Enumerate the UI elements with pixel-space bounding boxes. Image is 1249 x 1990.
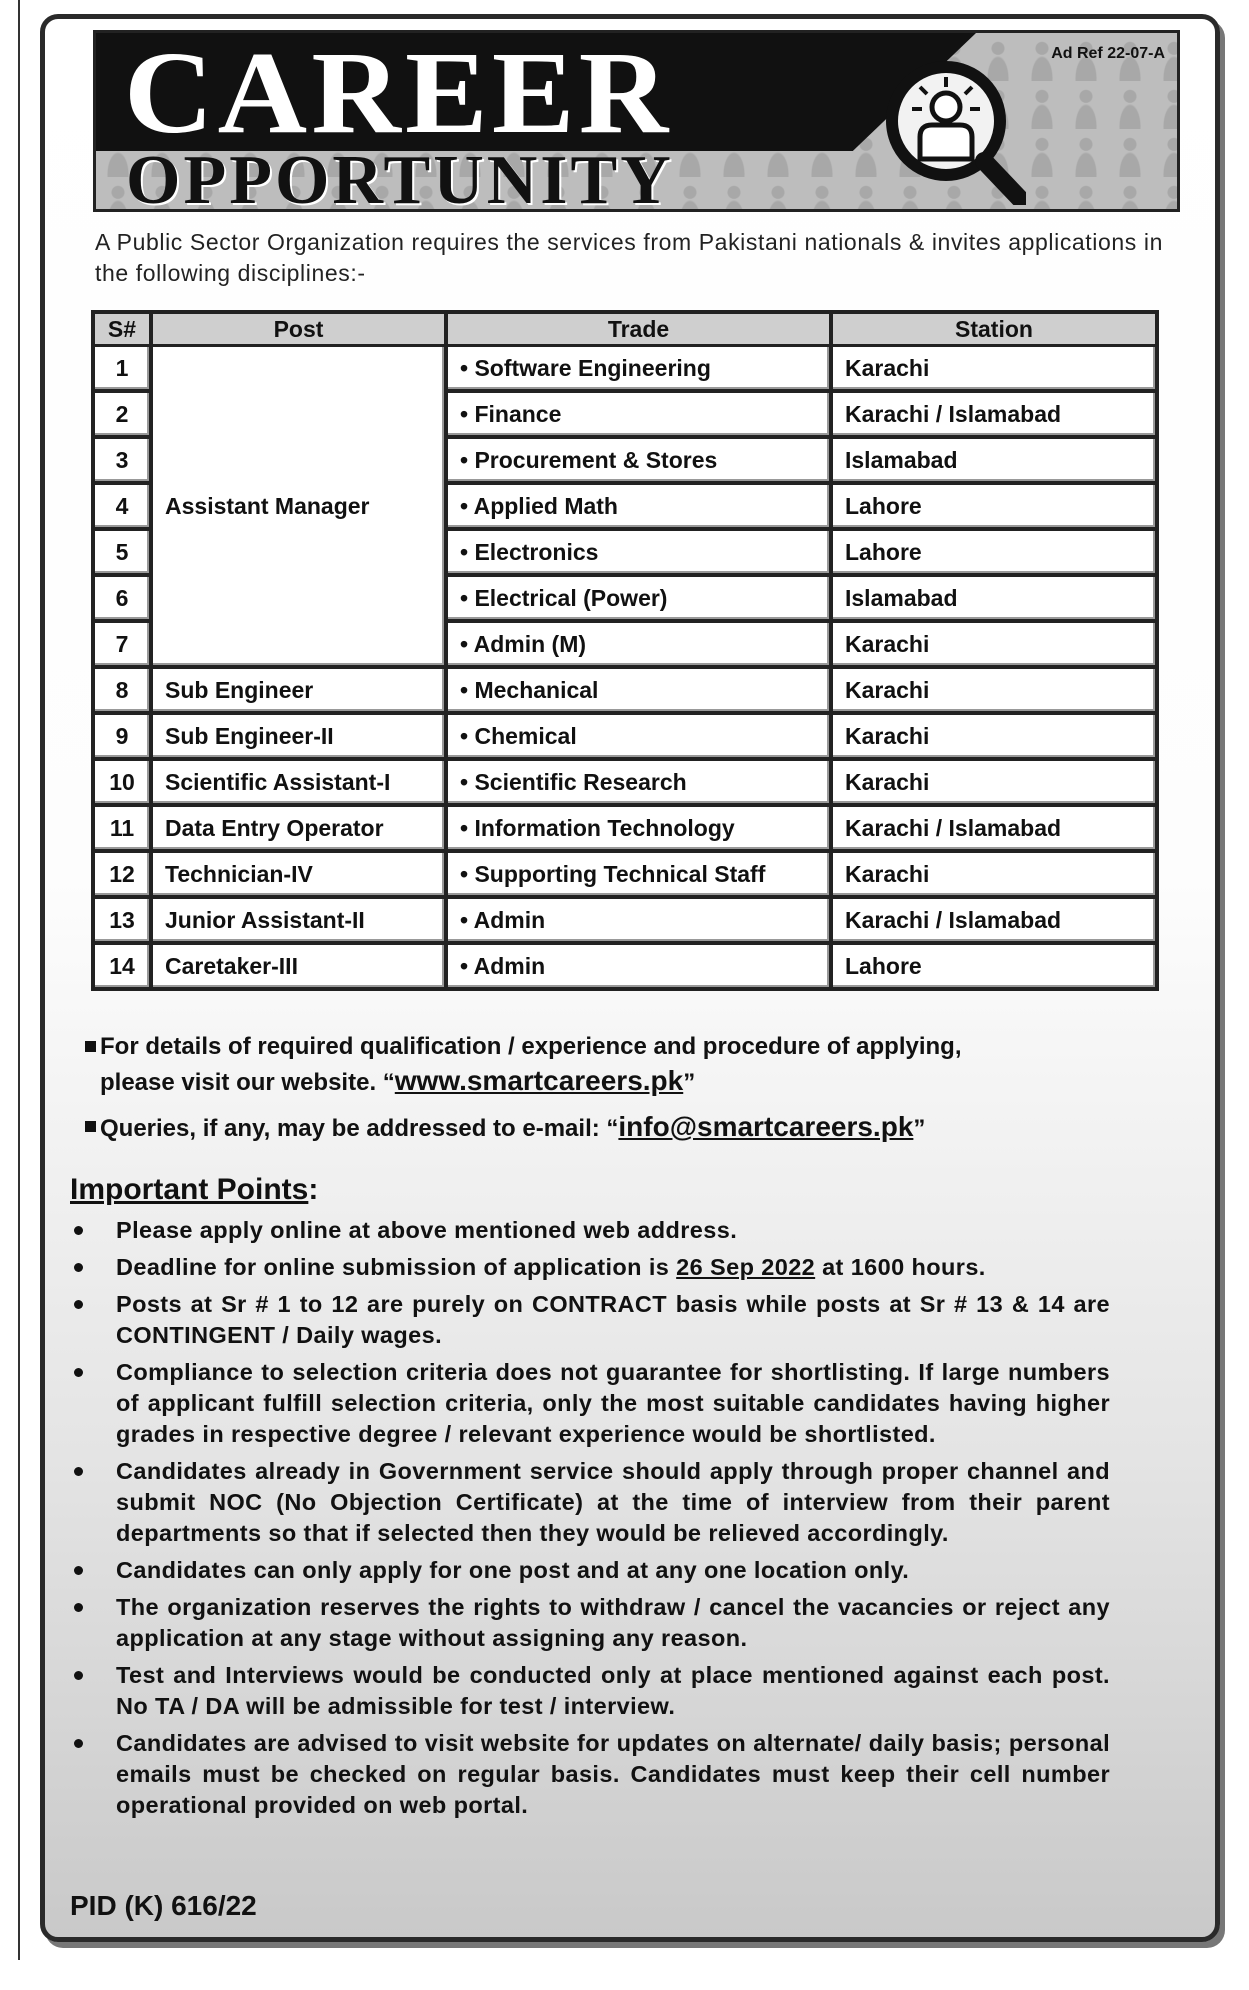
cell-station: Lahore [833,485,1155,531]
cell-sn: 7 [95,623,153,669]
cell-sn: 13 [95,899,153,945]
cell-station: Lahore [833,531,1155,577]
cell-post: Assistant Manager [153,347,448,669]
cell-station: Karachi / Islamabad [833,807,1155,853]
cell-sn: 6 [95,577,153,623]
list-item: Candidates are advised to visit website for updates on alternate/ daily basis; personal emails must be checked on regular basis. Candidates must keep their cell number operational provided on web portal. [70,1728,1110,1821]
cell-station: Karachi / Islamabad [833,899,1155,945]
list-item: The organization reserves the rights to withdraw / cancel the vacancies or reject any application at any stage without assigning any reason. [70,1592,1110,1654]
cell-trade: • Software Engineering [448,347,833,393]
intro-paragraph: A Public Sector Organization requires the services from Pakistani nationals & invites applications in the following disciplines:- [95,229,1163,286]
magnifier-person-icon [876,55,1026,205]
square-bullet-icon [85,1121,96,1132]
cell-station: Karachi / Islamabad [833,393,1155,439]
table-row [95,945,1155,987]
important-points-list [70,1215,1110,1827]
website-link[interactable]: www.smartcareers.pk [394,1065,684,1096]
cell-trade: • Information Technology [448,807,833,853]
deadline-text: Deadline for online submission of application is [116,1254,677,1280]
vacancies-table [91,310,1159,991]
website-note-text: please visit our website. “ [100,1069,395,1096]
cell-station: Karachi [833,715,1155,761]
cell-trade: • Scientific Research [448,761,833,807]
cell-trade: • Admin [448,899,833,945]
list-item: Compliance to selection criteria does not guarantee for shortlisting. If large numbers of applicant fulfill selection criteria, only the most suitable candidates having higher grades in respective degree / relevant experience would be shortlisted. [70,1357,1110,1450]
cell-station: Lahore [833,945,1155,987]
banner-title-career: CAREER [124,30,673,158]
cell-station: Karachi [833,623,1155,669]
header-trade: Trade [448,314,833,347]
cell-sn: 10 [95,761,153,807]
list-item: Please apply online at above mentioned web address. [70,1215,1110,1246]
cell-sn: 14 [95,945,153,987]
cell-post: Scientific Assistant-I [153,761,448,807]
table-row [95,807,1155,853]
close-quote: ” [913,1115,926,1142]
cell-trade: • Procurement & Stores [448,439,833,485]
deadline-date: 26 Sep 2022 [676,1254,816,1280]
cell-sn: 5 [95,531,153,577]
cell-trade: • Applied Math [448,485,833,531]
deadline-time: at 1600 hours. [815,1254,986,1280]
cell-trade: • Mechanical [448,669,833,715]
cell-trade: • Supporting Technical Staff [448,853,833,899]
table-header-row [95,314,1155,347]
cell-post: Technician-IV [153,853,448,899]
cell-trade: • Finance [448,393,833,439]
cell-trade: • Electronics [448,531,833,577]
cell-post: Data Entry Operator [153,807,448,853]
cell-sn: 2 [95,393,153,439]
website-note [100,1030,962,1100]
cell-post: Caretaker-III [153,945,448,987]
website-note-line1: For details of required qualification / experience and procedure of applying, [100,1033,962,1060]
cell-sn: 8 [95,669,153,715]
important-title-text: Important Points [70,1173,309,1206]
list-item: Candidates can only apply for one post and at any one location only. [70,1555,1110,1586]
important-points-heading [70,1173,318,1207]
cell-post: Sub Engineer-II [153,715,448,761]
email-link[interactable]: info@smartcareers.pk [618,1111,914,1142]
header-sn: S# [95,314,153,347]
cell-trade: • Admin (M) [448,623,833,669]
cell-station: Karachi [833,853,1155,899]
table-row [95,761,1155,807]
list-item [70,1252,1110,1283]
table-row [95,853,1155,899]
pid-number: PID (K) 616/22 [70,1890,257,1921]
header-station: Station [833,314,1155,347]
list-item: Test and Interviews would be conducted only at place mentioned against each post. No TA / DA will be admissible for test / interview. [70,1660,1110,1722]
close-quote: ” [683,1069,696,1096]
cell-station: Karachi [833,761,1155,807]
table-row [95,899,1155,945]
cell-trade: • Electrical (Power) [448,577,833,623]
cell-sn: 1 [95,347,153,393]
email-note-text: Queries, if any, may be addressed to e-mail: “ [100,1115,619,1142]
cell-station: Islamabad [833,577,1155,623]
website-note-line2 [100,1064,962,1100]
header-post: Post [153,314,448,347]
table-row [95,347,1155,393]
cell-sn: 9 [95,715,153,761]
cell-post: Sub Engineer [153,669,448,715]
cell-sn: 4 [95,485,153,531]
square-bullet-icon [85,1041,96,1052]
cell-station: Karachi [833,347,1155,393]
cell-sn: 3 [95,439,153,485]
email-note [100,1110,925,1146]
table-row [95,715,1155,761]
cell-sn: 11 [95,807,153,853]
cell-station: Islamabad [833,439,1155,485]
ad-reference: Ad Ref 22-07-A [1051,45,1165,62]
career-banner [93,30,1180,212]
banner-title-opportunity: OPPORTUNITY [126,142,674,212]
table-row [95,669,1155,715]
cell-trade: • Admin [448,945,833,987]
left-border-line [18,0,20,1960]
cell-station: Karachi [833,669,1155,715]
cell-trade: • Chemical [448,715,833,761]
cell-post: Junior Assistant-II [153,899,448,945]
important-title-colon: : [308,1173,319,1206]
list-item: Posts at Sr # 1 to 12 are purely on CONTRACT basis while posts at Sr # 13 & 14 are CONTINGENT / Daily wages. [70,1289,1110,1351]
list-item: Candidates already in Government service should apply through proper channel and submit NOC (No Objection Certificate) at the time of interview from their parent departments so that if selected then they would be relieved accordingly. [70,1456,1110,1549]
cell-sn: 12 [95,853,153,899]
